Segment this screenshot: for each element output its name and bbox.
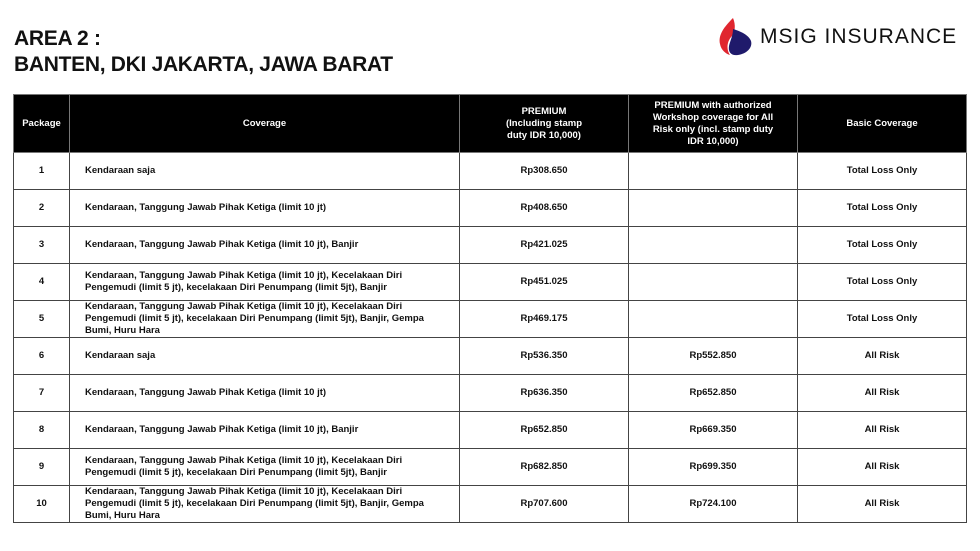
coverage-cell: Kendaraan, Tanggung Jawab Pihak Ketiga (limit 10 jt), Kecelakaan Diri Pengemudi (limit 5 jt), kecelakaan Diri Penumpang (limit 5jt), Banjir, Gempa Bumi, Huru Hara [70,486,460,523]
title-line-1: AREA 2 : [14,27,101,50]
coverage-cell: Kendaraan, Tanggung Jawab Pihak Ketiga (limit 10 jt) [70,375,460,412]
basic-coverage-cell: Total Loss Only [798,301,967,338]
premium-cell: Rp408.650 [460,190,629,227]
premium-workshop-cell: Rp552.850 [629,338,798,375]
coverage-cell: Kendaraan, Tanggung Jawab Pihak Ketiga (limit 10 jt), Kecelakaan Diri Pengemudi (limit 5 jt), kecelakaan Diri Penumpang (limit 5jt), Banjir [70,264,460,301]
premium-workshop-cell: Rp724.100 [629,486,798,523]
basic-coverage-cell: Total Loss Only [798,190,967,227]
premium-cell: Rp636.350 [460,375,629,412]
premium-cell: Rp652.850 [460,412,629,449]
table-row [14,486,967,523]
basic-coverage-cell: All Risk [798,375,967,412]
premium-workshop-cell: Rp652.850 [629,375,798,412]
package-cell: 10 [14,486,70,523]
basic-coverage-cell: Total Loss Only [798,153,967,190]
premium-table [13,94,967,523]
table-row [14,190,967,227]
page-title [14,26,393,78]
title-line-2: BANTEN, DKI JAKARTA, JAWA BARAT [14,53,393,76]
package-cell: 7 [14,375,70,412]
premium-cell: Rp469.175 [460,301,629,338]
table-header-row [14,95,967,153]
premium-workshop-cell: Rp699.350 [629,449,798,486]
basic-coverage-cell: All Risk [798,449,967,486]
coverage-cell: Kendaraan, Tanggung Jawab Pihak Ketiga (limit 10 jt), Kecelakaan Diri Pengemudi (limit 5 jt), kecelakaan Diri Penumpang (limit 5jt), Banjir, Gempa Bumi, Huru Hara [70,301,460,338]
premium-cell: Rp451.025 [460,264,629,301]
package-cell: 3 [14,227,70,264]
package-cell: 5 [14,301,70,338]
table-row [14,375,967,412]
coverage-cell: Kendaraan, Tanggung Jawab Pihak Ketiga (limit 10 jt), Kecelakaan Diri Pengemudi (limit 5 jt), kecelakaan Diri Penumpang (limit 5jt), Banjir [70,449,460,486]
premium-cell: Rp308.650 [460,153,629,190]
premium-workshop-cell [629,190,798,227]
premium-workshop-cell [629,301,798,338]
column-header-premium-workshop: PREMIUM with authorized Workshop coverage for All Risk only (incl. stamp duty IDR 10,000) [629,95,798,153]
coverage-cell: Kendaraan, Tanggung Jawab Pihak Ketiga (limit 10 jt), Banjir [70,227,460,264]
premium-workshop-cell: Rp669.350 [629,412,798,449]
premium-cell: Rp536.350 [460,338,629,375]
package-cell: 9 [14,449,70,486]
column-header-basic-coverage: Basic Coverage [798,95,967,153]
premium-workshop-cell [629,153,798,190]
package-cell: 6 [14,338,70,375]
premium-cell: Rp682.850 [460,449,629,486]
coverage-cell: Kendaraan saja [70,153,460,190]
coverage-cell: Kendaraan saja [70,338,460,375]
premium-cell: Rp421.025 [460,227,629,264]
package-cell: 2 [14,190,70,227]
package-cell: 1 [14,153,70,190]
msig-logo [716,17,957,57]
msig-logo-icon [716,17,754,57]
coverage-cell: Kendaraan, Tanggung Jawab Pihak Ketiga (limit 10 jt), Banjir [70,412,460,449]
logo-text: MSIG INSURANCE [760,25,958,48]
premium-workshop-cell [629,264,798,301]
column-header-coverage: Coverage [70,95,460,153]
coverage-cell: Kendaraan, Tanggung Jawab Pihak Ketiga (limit 10 jt) [70,190,460,227]
column-header-premium: PREMIUM (Including stamp duty IDR 10,000) [460,95,629,153]
package-cell: 4 [14,264,70,301]
premium-workshop-cell [629,227,798,264]
table-row [14,449,967,486]
table-row [14,153,967,190]
table-row [14,227,967,264]
package-cell: 8 [14,412,70,449]
table-row [14,301,967,338]
basic-coverage-cell: All Risk [798,338,967,375]
table-row [14,412,967,449]
basic-coverage-cell: All Risk [798,412,967,449]
basic-coverage-cell: Total Loss Only [798,264,967,301]
basic-coverage-cell: All Risk [798,486,967,523]
column-header-package: Package [14,95,70,153]
table-row [14,264,967,301]
premium-cell: Rp707.600 [460,486,629,523]
basic-coverage-cell: Total Loss Only [798,227,967,264]
table-row [14,338,967,375]
